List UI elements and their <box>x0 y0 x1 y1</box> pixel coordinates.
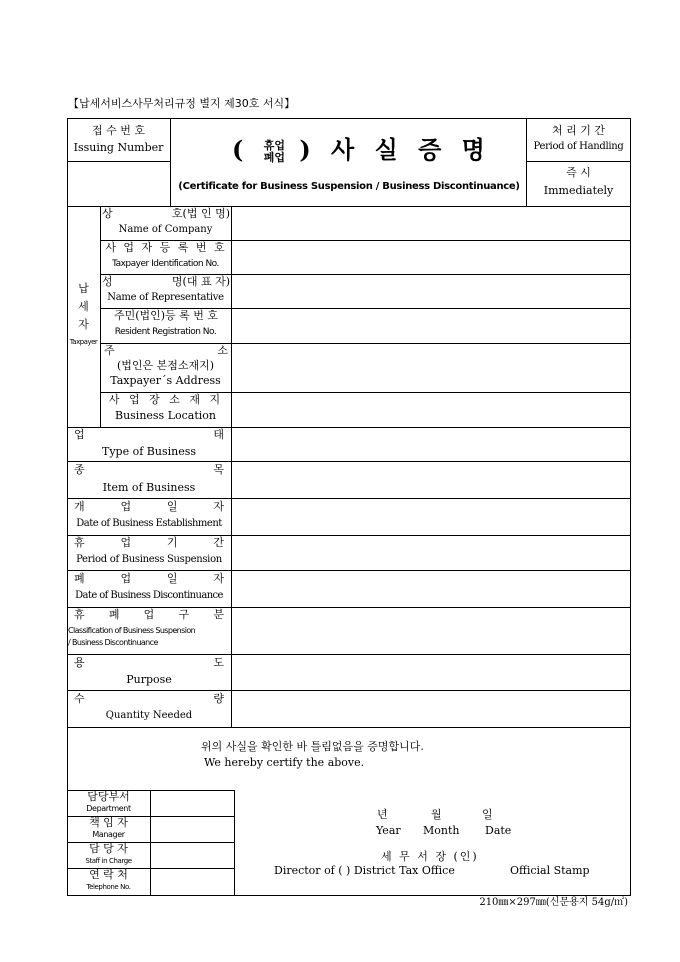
title-suspension: 휴업 <box>263 138 285 152</box>
discontinuance-date-label-kr: 폐 업 일 자 <box>74 572 224 585</box>
suspension-period-field[interactable] <box>232 536 630 569</box>
business-location-label-kr: 사 업 장 소 재 지 <box>108 393 224 406</box>
tin-label-en: Taxpayer Identification No. <box>112 259 219 269</box>
tin-label-kr: 사 업 자 등 록 번 호 <box>105 241 227 254</box>
business-item-field[interactable] <box>232 462 630 497</box>
business-location-field[interactable] <box>232 393 630 426</box>
telephone-field[interactable] <box>151 869 233 895</box>
certify-text-en: We hereby certify the above. <box>204 756 365 769</box>
quantity-label-en: Quantity Needed <box>105 710 193 721</box>
address-field[interactable] <box>232 344 630 391</box>
resident-reg-field[interactable] <box>232 309 630 342</box>
company-name-label-kr: 상 호(법 인 명) <box>102 207 230 220</box>
representative-label-en: Name of Representative <box>107 292 224 303</box>
company-name-label-en: Name of Company <box>118 224 213 235</box>
director-kr: 세 무 서 장 (인) <box>381 850 479 863</box>
official-stamp-label: Official Stamp <box>510 864 590 877</box>
quantity-field[interactable] <box>232 691 630 726</box>
discontinuance-date-label-en: Date of Business Discontinuance <box>75 590 223 601</box>
representative-field[interactable] <box>232 275 630 307</box>
immediately-en: Immediately <box>543 184 614 197</box>
taxpayer-side-label: 납 세 자 <box>78 282 89 331</box>
address-label-kr: 주 소 <box>104 344 228 357</box>
date-year-kr: 년 <box>377 808 388 821</box>
resident-reg-label-en: Resident Registration No. <box>114 327 217 337</box>
classification-field[interactable] <box>232 608 630 653</box>
date-day-en: Date <box>485 824 512 837</box>
resident-reg-label-kr: 주민(법인)등 록 번 호 <box>113 309 219 322</box>
department-label: 담당부서 Department <box>86 790 131 813</box>
business-type-label-kr: 업 태 <box>74 428 224 441</box>
date-month-kr: 월 <box>431 808 442 821</box>
immediately-kr: 즉 시 <box>566 166 591 179</box>
business-location-label-en: Business Location <box>114 409 216 422</box>
classification-label-en: Classification of Business Suspension / Business Discontinuance <box>68 626 196 647</box>
issuing-number-label-en: Issuing Number <box>73 141 164 154</box>
address-label-en: Taxpayer´s Address <box>110 374 221 387</box>
document-title: ( 휴업 폐업 ) 사 실 증 명 <box>232 135 491 164</box>
purpose-label-en: Purpose <box>126 673 172 686</box>
taxpayer-side-label-en: Taxpayer <box>69 338 98 346</box>
telephone-label: 연 락 처 Telephone No. <box>86 868 131 891</box>
manager-field[interactable] <box>151 817 233 841</box>
date-year-en: Year <box>376 824 401 837</box>
director-en: Director of ( ) District Tax Office <box>274 864 455 877</box>
establishment-date-label-kr: 개 업 일 자 <box>74 500 224 513</box>
tin-field[interactable] <box>232 241 630 273</box>
representative-label-kr: 성 명(대 표 자) <box>102 275 230 288</box>
date-month-en: Month <box>423 824 460 837</box>
issuing-number-label-kr: 접 수 번 호 <box>92 124 145 137</box>
document-subtitle: (Certificate for Business Suspension / Business Discontinuance) <box>178 181 520 192</box>
title-discontinuance: 폐업 <box>263 150 285 164</box>
business-item-label-en: Item of Business <box>102 481 196 494</box>
paper-size-note: 210㎜×297㎜(신문용지 54g/㎡) <box>479 897 628 908</box>
quantity-label-kr: 수 량 <box>74 692 224 705</box>
address-label-kr2: (법인은 본점소재지) <box>116 359 215 372</box>
establishment-date-label-en: Date of Business Establishment <box>76 518 222 529</box>
certify-text-kr: 위의 사실을 확인한 바 틀림없음을 증명합니다. <box>201 740 424 753</box>
period-label-kr: 처 리 기 간 <box>552 124 605 137</box>
department-field[interactable] <box>151 791 233 815</box>
classification-label-kr: 휴 폐 업 구 분 <box>74 608 224 621</box>
business-type-field[interactable] <box>232 428 630 460</box>
manager-label: 책 임 자 Manager <box>89 816 128 839</box>
period-label-en: Period of Handling <box>533 141 624 152</box>
staff-label: 담 당 자 Staff in Charge <box>85 842 132 865</box>
suspension-period-label-en: Period of Business Suspension <box>76 554 222 565</box>
company-name-field[interactable] <box>232 207 630 239</box>
suspension-period-label-kr: 휴 업 기 간 <box>74 536 224 549</box>
date-day-kr: 일 <box>482 808 493 821</box>
establishment-date-field[interactable] <box>232 499 630 534</box>
discontinuance-date-field[interactable] <box>232 571 630 606</box>
business-item-label-kr: 종 목 <box>74 463 224 476</box>
purpose-label-kr: 용 도 <box>74 656 224 669</box>
staff-field[interactable] <box>151 843 233 867</box>
purpose-field[interactable] <box>232 655 630 689</box>
form-label: 【납세서비스사무처리규정 별지 제30호 서식】 <box>68 97 296 110</box>
business-type-label-en: Type of Business <box>101 445 196 458</box>
